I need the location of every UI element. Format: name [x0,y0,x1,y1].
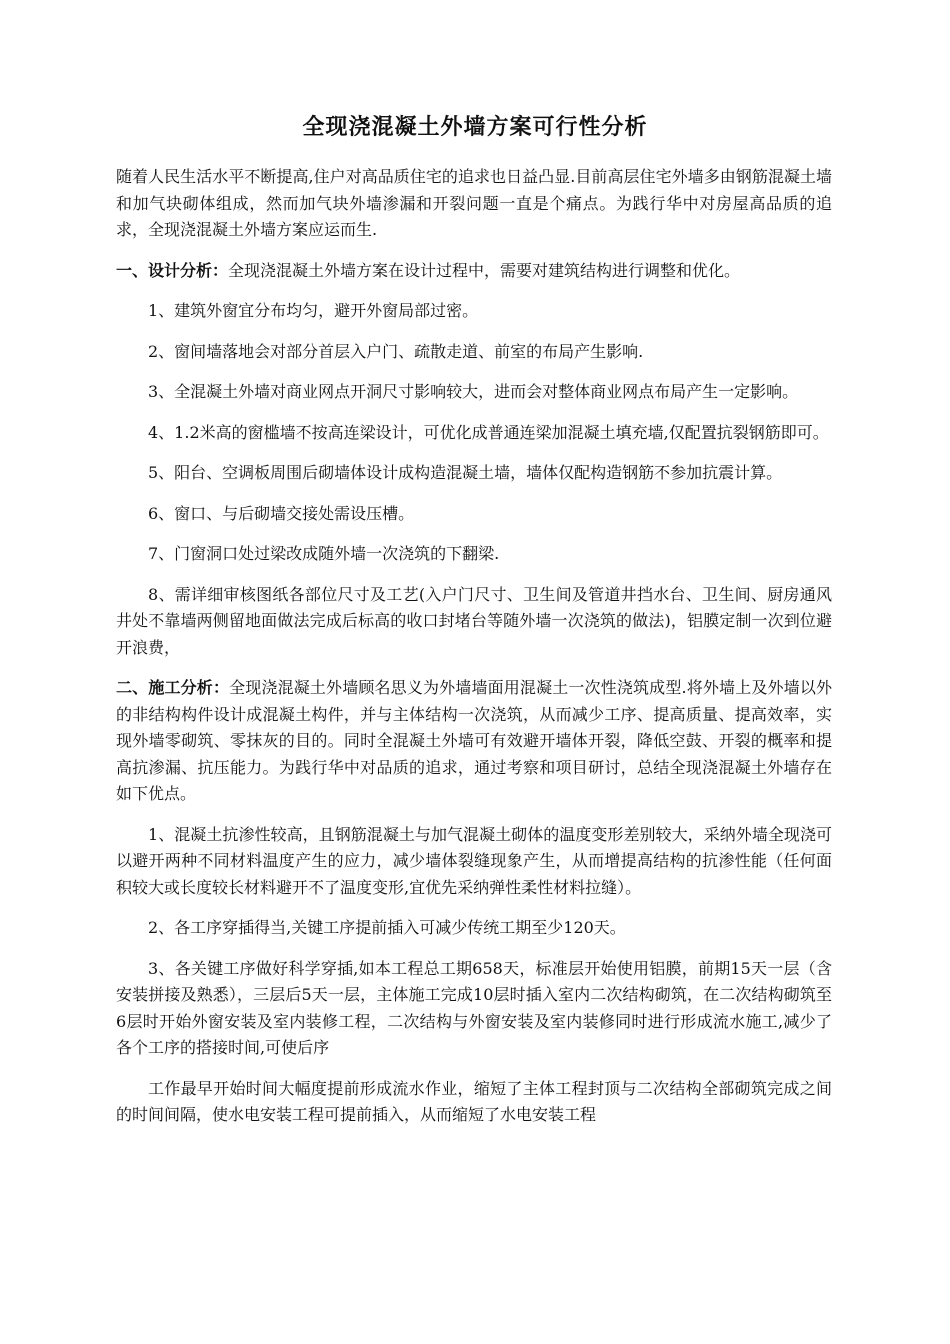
section-2-item: 2、各工序穿插得当,关键工序提前插入可减少传统工期至少120天。 [148,918,626,937]
section-1-paragraph [116,258,832,285]
section-1-text: 全现浇混凝土外墙方案在设计过程中，需要对建筑结构进行调整和优化。 [228,260,741,280]
section-1-item: 8、需详细审核图纸各部位尺寸及工艺(入户门尺寸、卫生间及管道井挡水台、卫生间、厨房通风井处不靠墙两侧留地面做法完成后标高的收口封堵台等随外墙一次浇筑的做法)，铝膜定制一次到位避开浪费， [116,584,832,657]
section-2-heading: 二、施工分析： [116,678,230,697]
section-2-paragraph [116,675,832,808]
section-1-item: 4、1.2米高的窗槛墙不按高连梁设计，可优化成普通连梁加混凝土填充墙,仅配置抗裂钢筋即可。 [148,422,829,442]
section-2-item: 1、混凝土抗渗性较高，且钢筋混凝土与加气混凝土砌体的温度变形差别较大，采纳外墙全现浇可以避开两种不同材料温度产生的应力，减少墙体裂缝现象产生，从而增提高结构的抗渗性能（任何面积较大或长度较长材料避开不了温度变形,宜优先采纳弹性柔性材料拉缝）。 [116,824,832,897]
document-body [116,164,832,1143]
section-1-item: 1、建筑外窗宜分布均匀，避开外窗局部过密。 [148,301,479,320]
section-2-item: 3、各关键工序做好科学穿插,如本工程总工期658天，标准层开始使用铝膜，前期15天一层（含安装拼接及熟悉），三层后5天一层，主体施工完成10层时插入室内二次结构砌筑，在二次结构砌筑至6层时开始外窗安装及室内装修工程，二次结构与外窗安装及室内装修同时进行形成流水施工,减少了各个工序的搭接时间,可使后序 [116,958,832,1057]
section-1-item: 3、全混凝土外墙对商业网点开洞尺寸影响较大，进而会对整体商业网点布局产生一定影响。 [148,382,799,401]
section-1-item: 6、窗口、与后砌墙交接处需设压槽。 [148,503,415,523]
section-1-heading: 一、设计分析： [116,260,229,280]
section-1-item: 7、门窗洞口处过梁改成随外墙一次浇筑的下翻梁. [148,544,500,563]
document-title: 全现浇混凝土外墙方案可行性分析 [302,115,648,140]
intro-paragraph: 随着人民生活水平不断提高,住户对高品质住宅的追求也日益凸显.目前高层住宅外墙多由钢筋混凝土墙和加气块砌体组成，然而加气块外墙渗漏和开裂问题一直是个痛点。为践行华中对房屋高品质的追求，全现浇混凝土外墙方案应运而生. [116,167,832,239]
section-2-text: 全现浇混凝土外墙顾名思义为外墙墙面用混凝土一次性浇筑成型.将外墙上及外墙以外的非结构构件设计成混凝土构件，并与主体结构一次浇筑，从而减少工序、提高质量、提高效率，实现外墙零砌筑、零抹灰的目的。同时全混凝土外墙可有效避开墙体开裂，降低空鼓、开裂的概率和提高抗渗漏、抗压能力。为践行华中对品质的追求，通过考察和项目研讨，总结全现浇混凝土外墙存在如下优点。 [116,678,832,803]
section-2-item: 工作最早开始时间大幅度提前形成流水作业，缩短了主体工程封顶与二次结构全部砌筑完成之间的时间间隔，使水电安装工程可提前插入，从而缩短了水电安装工程 [116,1078,832,1124]
section-1-item: 2、窗间墙落地会对部分首层入户门、疏散走道、前室的布局产生影响. [148,341,644,361]
section-1-item: 5、阳台、空调板周围后砌墙体设计成构造混凝土墙，墙体仅配构造钢筋不参加抗震计算。 [148,463,783,482]
